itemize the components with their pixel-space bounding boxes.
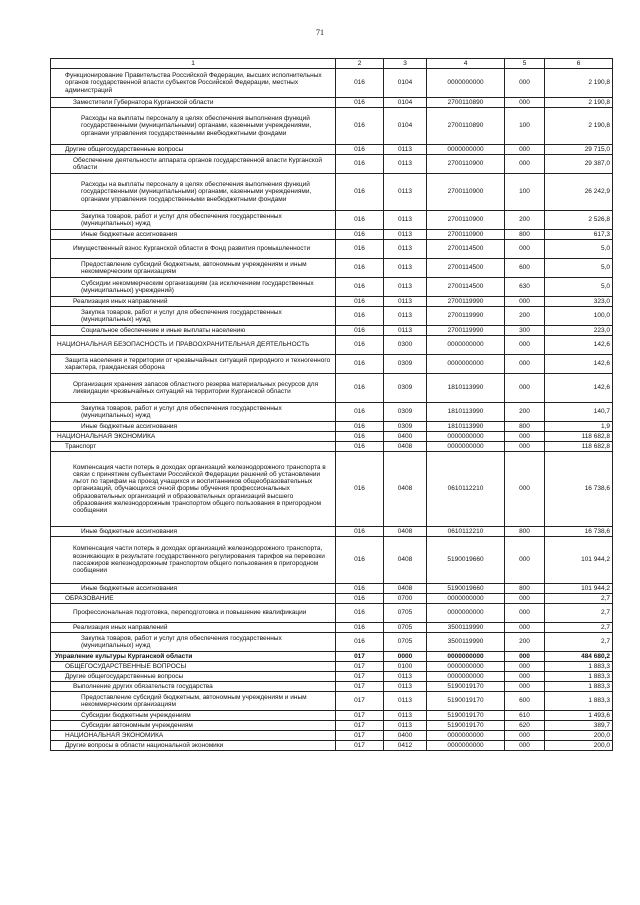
table-row [51, 98, 613, 108]
expense-type-code: 200 [505, 211, 545, 230]
section-code: 0113 [384, 174, 427, 211]
target-article-code: 0000000000 [427, 355, 505, 374]
target-article-code: 0610112210 [427, 452, 505, 527]
department-code: 016 [336, 278, 384, 297]
section-code: 0113 [384, 672, 427, 682]
line-item-name: Компенсация части потерь в доходах организаций железнодорожного транспорта в связи с принятием субъектами Российской Федерации решений об установлении льгот по тарифам на проезд учащихся и воспитанников общеобразовательных организаций, обучающихся очной формы обучения профессиональных образовательных организаций и образовательных организаций высшего образования железнодорожным транспортом общего пользования в пригородном сообщении [51, 452, 336, 527]
line-item-name: Имущественный взнос Курганской области в Фонд развития промышленности [51, 240, 336, 259]
target-article-code: 2700110900 [427, 211, 505, 230]
section-code: 0113 [384, 711, 427, 721]
line-item-name: Защита населения и территории от чрезвычайных ситуаций природного и техногенного характера, гражданская оборона [51, 355, 336, 374]
expense-type-code: 200 [505, 633, 545, 652]
table-row [51, 403, 613, 422]
section-code: 0000 [384, 652, 427, 662]
table-row [51, 452, 613, 527]
line-item-name: Функционирование Правительства Российской Федерации, высших исполнительных органов государственной власти субъектов Российской Федерации, местных администраций [51, 69, 336, 98]
column-header-5: 5 [505, 59, 545, 69]
section-code: 0104 [384, 69, 427, 98]
amount: 118 682,8 [545, 432, 613, 442]
department-code: 016 [336, 230, 384, 240]
section-code: 0104 [384, 108, 427, 145]
column-header-4: 4 [427, 59, 505, 69]
department-code: 016 [336, 623, 384, 633]
amount: 5,0 [545, 278, 613, 297]
department-code: 016 [336, 584, 384, 594]
department-code: 016 [336, 240, 384, 259]
table-row [51, 662, 613, 672]
department-code: 017 [336, 652, 384, 662]
expense-type-code: 000 [505, 145, 545, 155]
table-row [51, 259, 613, 278]
target-article-code: 0000000000 [427, 652, 505, 662]
section-code: 0113 [384, 721, 427, 731]
expense-type-code: 630 [505, 278, 545, 297]
table-row [51, 422, 613, 432]
table-row [51, 307, 613, 326]
section-code: 0400 [384, 432, 427, 442]
table-row [51, 652, 613, 662]
section-code: 0113 [384, 145, 427, 155]
department-code: 016 [336, 594, 384, 604]
amount: 5,0 [545, 240, 613, 259]
amount: 617,3 [545, 230, 613, 240]
department-code: 017 [336, 711, 384, 721]
amount: 29 387,0 [545, 155, 613, 174]
line-item-name: Организация хранения запасов областного резерва материальных ресурсов для ликвидации чрезвычайных ситуаций на территории Курганской области [51, 374, 336, 403]
department-code: 016 [336, 259, 384, 278]
expense-type-code: 800 [505, 584, 545, 594]
amount: 389,7 [545, 721, 613, 731]
amount: 2 190,8 [545, 69, 613, 98]
section-code: 0309 [384, 403, 427, 422]
amount: 1 493,6 [545, 711, 613, 721]
amount: 200,0 [545, 731, 613, 741]
expense-type-code: 000 [505, 355, 545, 374]
target-article-code: 2700119990 [427, 326, 505, 336]
table-row [51, 623, 613, 633]
expense-type-code: 000 [505, 731, 545, 741]
expense-type-code: 000 [505, 374, 545, 403]
department-code: 016 [336, 355, 384, 374]
department-code: 016 [336, 633, 384, 652]
expense-type-code: 610 [505, 711, 545, 721]
table-row [51, 604, 613, 623]
table-row [51, 731, 613, 741]
table-row [51, 594, 613, 604]
target-article-code: 5190019170 [427, 711, 505, 721]
expense-type-code: 620 [505, 721, 545, 731]
expense-type-code: 000 [505, 594, 545, 604]
section-code: 0113 [384, 230, 427, 240]
target-article-code: 5190019660 [427, 537, 505, 584]
amount: 484 680,2 [545, 652, 613, 662]
section-code: 0700 [384, 594, 427, 604]
target-article-code: 0000000000 [427, 336, 505, 355]
table-row [51, 432, 613, 442]
line-item-name: Закупка товаров, работ и услуг для обеспечения государственных (муниципальных) нужд [51, 307, 336, 326]
amount: 101 944,2 [545, 584, 613, 594]
section-code: 0113 [384, 278, 427, 297]
section-code: 0113 [384, 307, 427, 326]
line-item-name: Профессиональная подготовка, переподготовка и повышение квалификации [51, 604, 336, 623]
table-row [51, 442, 613, 452]
expense-type-code: 100 [505, 108, 545, 145]
column-header-6: 6 [545, 59, 613, 69]
department-code: 016 [336, 155, 384, 174]
department-code: 016 [336, 403, 384, 422]
expense-type-code: 000 [505, 623, 545, 633]
line-item-name: Компенсация части потерь в доходах организаций железнодорожного транспорта, возникающих в результате государственного регулирования тарифов на перевозки пассажиров железнодорожным транспортом общего пользования в пригородном сообщении [51, 537, 336, 584]
department-code: 017 [336, 721, 384, 731]
amount: 1 883,3 [545, 692, 613, 711]
target-article-code: 2700119990 [427, 307, 505, 326]
expense-type-code: 300 [505, 326, 545, 336]
column-header-3: 3 [384, 59, 427, 69]
section-code: 0309 [384, 422, 427, 432]
section-code: 0705 [384, 604, 427, 623]
table-row [51, 633, 613, 652]
expense-type-code: 600 [505, 259, 545, 278]
section-code: 0113 [384, 211, 427, 230]
target-article-code: 5190019660 [427, 584, 505, 594]
line-item-name: Предоставление субсидий бюджетным, автономным учреждениям и иным некоммерческим организациям [51, 259, 336, 278]
table-row [51, 240, 613, 259]
expense-type-code: 800 [505, 230, 545, 240]
department-code: 016 [336, 422, 384, 432]
table-row [51, 326, 613, 336]
line-item-name: Расходы на выплаты персоналу в целях обеспечения выполнения функций государственными (муниципальными) органами, казенными учреждениями, органами управления государственными внебюджетными фондами [51, 174, 336, 211]
expense-type-code: 000 [505, 240, 545, 259]
amount: 1 883,3 [545, 672, 613, 682]
section-code: 0408 [384, 584, 427, 594]
section-code: 0113 [384, 297, 427, 307]
department-code: 016 [336, 69, 384, 98]
department-code: 016 [336, 336, 384, 355]
section-code: 0113 [384, 155, 427, 174]
table-row [51, 108, 613, 145]
department-code: 016 [336, 211, 384, 230]
expense-type-code: 000 [505, 672, 545, 682]
target-article-code: 2700119990 [427, 297, 505, 307]
department-code: 017 [336, 692, 384, 711]
line-item-name: Субсидии бюджетным учреждениям [51, 711, 336, 721]
expense-type-code: 000 [505, 537, 545, 584]
target-article-code: 0000000000 [427, 731, 505, 741]
line-item-name: Реализация иных направлений [51, 297, 336, 307]
column-header-1: 1 [51, 59, 336, 69]
department-code: 016 [336, 432, 384, 442]
header-row [51, 59, 613, 69]
line-item-name: Иные бюджетные ассигнования [51, 584, 336, 594]
expense-type-code: 000 [505, 69, 545, 98]
amount: 26 242,9 [545, 174, 613, 211]
line-item-name: Другие общегосударственные вопросы [51, 145, 336, 155]
line-item-name: Расходы на выплаты персоналу в целях обеспечения выполнения функций государственными (муниципальными) органами, казенными учреждениями, органами управления государственными внебюджетными фондами [51, 108, 336, 145]
expense-type-code: 200 [505, 307, 545, 326]
target-article-code: 2700114500 [427, 240, 505, 259]
department-code: 016 [336, 374, 384, 403]
amount: 5,0 [545, 259, 613, 278]
target-article-code: 0000000000 [427, 604, 505, 623]
section-code: 0412 [384, 741, 427, 751]
section-code: 0113 [384, 692, 427, 711]
amount: 16 738,6 [545, 527, 613, 537]
line-item-name: Иные бюджетные ассигнования [51, 422, 336, 432]
line-item-name: Закупка товаров, работ и услуг для обеспечения государственных (муниципальных) нужд [51, 403, 336, 422]
department-code: 017 [336, 672, 384, 682]
amount: 101 944,2 [545, 537, 613, 584]
line-item-name: Реализация иных направлений [51, 623, 336, 633]
line-item-name: Иные бюджетные ассигнования [51, 230, 336, 240]
department-code: 016 [336, 326, 384, 336]
target-article-code: 3500119990 [427, 633, 505, 652]
expense-type-code: 000 [505, 98, 545, 108]
amount: 142,6 [545, 336, 613, 355]
amount: 1 883,3 [545, 662, 613, 672]
amount: 323,0 [545, 297, 613, 307]
section-code: 0400 [384, 731, 427, 741]
section-code: 0705 [384, 633, 427, 652]
target-article-code: 3500119990 [427, 623, 505, 633]
line-item-name: НАЦИОНАЛЬНАЯ ЭКОНОМИКА [51, 432, 336, 442]
section-code: 0408 [384, 537, 427, 584]
amount: 1 883,3 [545, 682, 613, 692]
expense-type-code: 000 [505, 652, 545, 662]
amount: 100,0 [545, 307, 613, 326]
department-code: 016 [336, 108, 384, 145]
amount: 223,0 [545, 326, 613, 336]
expense-type-code: 000 [505, 297, 545, 307]
table-row [51, 211, 613, 230]
table-row [51, 374, 613, 403]
target-article-code: 2700110890 [427, 108, 505, 145]
line-item-name: Обеспечение деятельности аппарата органов государственной власти Курганской области [51, 155, 336, 174]
department-code: 016 [336, 307, 384, 326]
table-row [51, 672, 613, 682]
target-article-code: 0000000000 [427, 594, 505, 604]
department-code: 016 [336, 145, 384, 155]
section-code: 0309 [384, 374, 427, 403]
section-code: 0100 [384, 662, 427, 672]
expense-type-code: 000 [505, 452, 545, 527]
section-code: 0408 [384, 527, 427, 537]
expense-type-code: 000 [505, 336, 545, 355]
amount: 1,9 [545, 422, 613, 432]
table-row [51, 69, 613, 98]
expense-type-code: 100 [505, 174, 545, 211]
section-code: 0300 [384, 336, 427, 355]
line-item-name: Другие общегосударственные вопросы [51, 672, 336, 682]
section-code: 0113 [384, 326, 427, 336]
line-item-name: Иные бюджетные ассигнования [51, 527, 336, 537]
amount: 142,6 [545, 374, 613, 403]
target-article-code: 2700114500 [427, 259, 505, 278]
section-code: 0408 [384, 442, 427, 452]
expense-type-code: 800 [505, 527, 545, 537]
amount: 2,7 [545, 594, 613, 604]
amount: 2,7 [545, 604, 613, 623]
table-row [51, 278, 613, 297]
amount: 2 190,8 [545, 98, 613, 108]
expense-type-code: 000 [505, 442, 545, 452]
amount: 2 526,8 [545, 211, 613, 230]
expense-type-code: 000 [505, 682, 545, 692]
table-row [51, 355, 613, 374]
line-item-name: Транспорт [51, 442, 336, 452]
target-article-code: 0000000000 [427, 662, 505, 672]
target-article-code: 1810113990 [427, 403, 505, 422]
table-row [51, 336, 613, 355]
amount: 140,7 [545, 403, 613, 422]
section-code: 0309 [384, 355, 427, 374]
table-row [51, 711, 613, 721]
department-code: 017 [336, 662, 384, 672]
budget-table [50, 58, 613, 751]
table-row [51, 721, 613, 731]
section-code: 0113 [384, 682, 427, 692]
department-code: 017 [336, 741, 384, 751]
department-code: 016 [336, 452, 384, 527]
amount: 2,7 [545, 623, 613, 633]
target-article-code: 2700110900 [427, 155, 505, 174]
column-header-2: 2 [336, 59, 384, 69]
line-item-name: НАЦИОНАЛЬНАЯ БЕЗОПАСНОСТЬ И ПРАВООХРАНИТЕЛЬНАЯ ДЕЯТЕЛЬНОСТЬ [51, 336, 336, 355]
table-row [51, 174, 613, 211]
expense-type-code: 600 [505, 692, 545, 711]
department-code: 016 [336, 527, 384, 537]
target-article-code: 2700110900 [427, 174, 505, 211]
line-item-name: Субсидии некоммерческим организациям (за исключением государственных (муниципальных) учреждений) [51, 278, 336, 297]
table-row [51, 584, 613, 594]
section-code: 0113 [384, 240, 427, 259]
amount: 142,6 [545, 355, 613, 374]
expense-type-code: 200 [505, 403, 545, 422]
line-item-name: Социальное обеспечение и иные выплаты населению [51, 326, 336, 336]
amount: 2,7 [545, 633, 613, 652]
department-code: 017 [336, 682, 384, 692]
department-code: 017 [336, 731, 384, 741]
target-article-code: 0000000000 [427, 741, 505, 751]
amount: 16 738,6 [545, 452, 613, 527]
department-code: 016 [336, 537, 384, 584]
section-code: 0104 [384, 98, 427, 108]
amount: 200,0 [545, 741, 613, 751]
target-article-code: 2700114500 [427, 278, 505, 297]
amount: 2 190,8 [545, 108, 613, 145]
department-code: 016 [336, 297, 384, 307]
table-row [51, 527, 613, 537]
expense-type-code: 000 [505, 155, 545, 174]
expense-type-code: 000 [505, 741, 545, 751]
line-item-name: ОБРАЗОВАНИЕ [51, 594, 336, 604]
line-item-name: Субсидии автономным учреждениям [51, 721, 336, 731]
target-article-code: 0000000000 [427, 672, 505, 682]
target-article-code: 0000000000 [427, 145, 505, 155]
table-row [51, 741, 613, 751]
table-row [51, 537, 613, 584]
table-row [51, 297, 613, 307]
amount: 29 715,0 [545, 145, 613, 155]
table-row [51, 155, 613, 174]
expense-type-code: 000 [505, 432, 545, 442]
line-item-name: Закупка товаров, работ и услуг для обеспечения государственных (муниципальных) нужд [51, 633, 336, 652]
amount: 118 682,8 [545, 442, 613, 452]
target-article-code: 0000000000 [427, 442, 505, 452]
target-article-code: 0610112210 [427, 527, 505, 537]
section-code: 0705 [384, 623, 427, 633]
line-item-name: Выполнение других обязательств государства [51, 682, 336, 692]
line-item-name: НАЦИОНАЛЬНАЯ ЭКОНОМИКА [51, 731, 336, 741]
target-article-code: 1810113990 [427, 422, 505, 432]
target-article-code: 1810113990 [427, 374, 505, 403]
line-item-name: ОБЩЕГОСУДАРСТВЕННЫЕ ВОПРОСЫ [51, 662, 336, 672]
section-code: 0113 [384, 259, 427, 278]
table-row [51, 145, 613, 155]
page-number: 71 [316, 28, 324, 37]
target-article-code: 5190019170 [427, 682, 505, 692]
department-code: 016 [336, 442, 384, 452]
department-code: 016 [336, 174, 384, 211]
expense-type-code: 000 [505, 604, 545, 623]
expense-type-code: 800 [505, 422, 545, 432]
line-item-name: Управление культуры Курганской области [51, 652, 336, 662]
target-article-code: 0000000000 [427, 69, 505, 98]
line-item-name: Предоставление субсидий бюджетным, автономным учреждениям и иным некоммерческим организациям [51, 692, 336, 711]
target-article-code: 5190019170 [427, 721, 505, 731]
department-code: 016 [336, 604, 384, 623]
line-item-name: Другие вопросы в области национальной экономики [51, 741, 336, 751]
target-article-code: 0000000000 [427, 432, 505, 442]
table-row [51, 682, 613, 692]
line-item-name: Заместители Губернатора Курганской области [51, 98, 336, 108]
table-body [51, 69, 613, 751]
target-article-code: 2700110890 [427, 98, 505, 108]
table-row [51, 692, 613, 711]
section-code: 0408 [384, 452, 427, 527]
expense-type-code: 000 [505, 662, 545, 672]
line-item-name: Закупка товаров, работ и услуг для обеспечения государственных (муниципальных) нужд [51, 211, 336, 230]
target-article-code: 2700110900 [427, 230, 505, 240]
department-code: 016 [336, 98, 384, 108]
target-article-code: 5190019170 [427, 692, 505, 711]
table-row [51, 230, 613, 240]
